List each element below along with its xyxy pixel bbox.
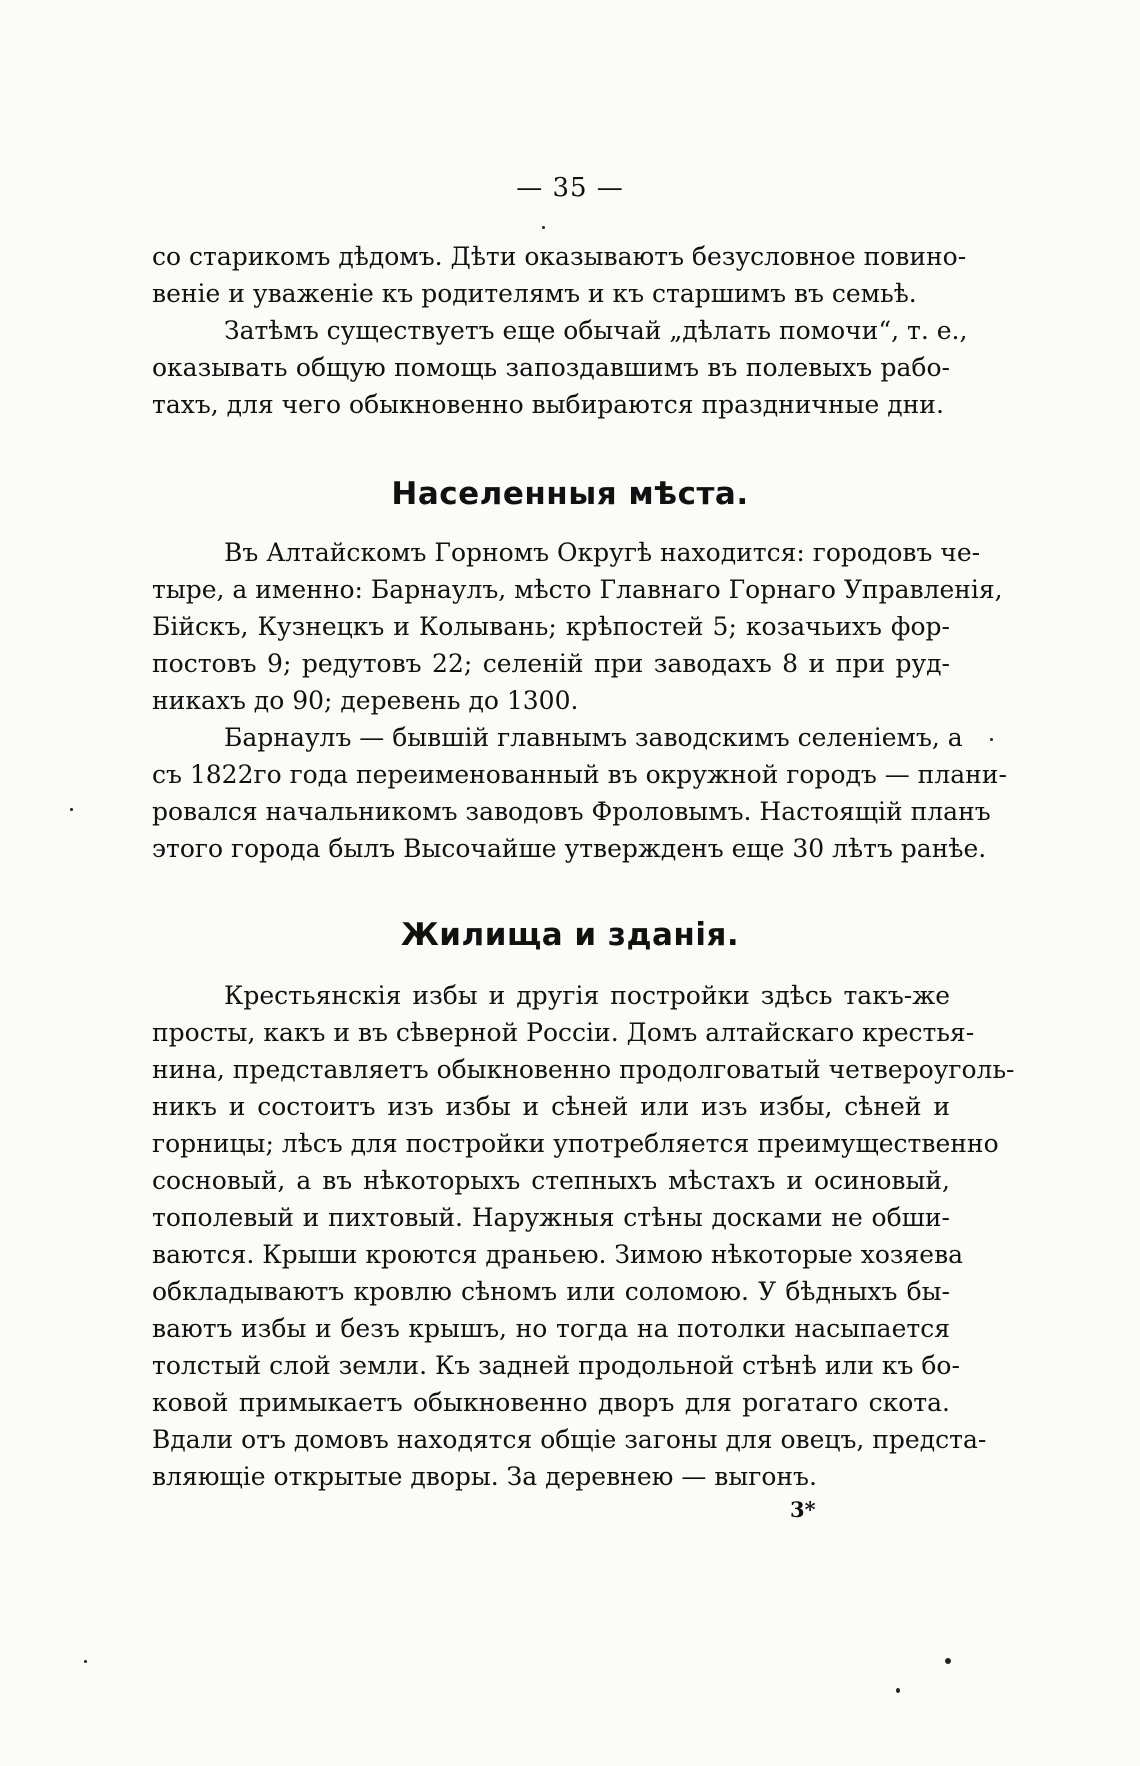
dwellings-paragraph [152,977,1015,1495]
scan-speck [70,808,73,811]
text-line: вляющіе открытые дворы. За деревнею — выгонъ. [152,1462,817,1491]
text-line: Барнаулъ — бывшій главнымъ заводскимъ селеніемъ, а [224,723,963,752]
text-line: постовъ 9; редутовъ 22; селеній при заводахъ 8 и при руд- [152,649,950,678]
scan-speck [896,1688,900,1693]
text-line: Въ Алтайскомъ Горномъ Округѣ находится: городовъ че- [224,538,981,567]
text-line: Крестьянскія избы и другія постройки здѣсь такъ-же [224,981,950,1010]
text-line: толстый слой земли. Къ задней продольной стѣнѣ или къ бо- [152,1351,960,1380]
text-line: тополевый и пихтовый. Наружныя стѣны досками не обши- [152,1203,950,1232]
scan-speck [945,1658,951,1664]
text-line: никъ и состоитъ изъ избы и сѣней или изъ избы, сѣней и [152,1092,950,1121]
text-line: съ 1822го года переименованный въ окружной городъ — плани- [152,760,1007,789]
text-line: нина, представляетъ обыкновенно продолговатый четвероуголь- [152,1055,1015,1084]
text-line: ровался начальникомъ заводовъ Фроловымъ. Настоящій планъ [152,797,991,826]
text-line: тахъ, для чего обыкновенно выбираются праздничные дни. [152,390,944,419]
text-line: сосновый, а въ нѣкоторыхъ степныхъ мѣстахъ и осиновый, [152,1166,950,1195]
text-line: этого города былъ Высочайше утвержденъ еще 30 лѣтъ ранѣе. [152,834,987,863]
text-line: ваютъ избы и безъ крышъ, но тогда на потолки насыпается [152,1314,950,1343]
text-line: просты, какъ и въ сѣверной Россіи. Домъ алтайскаго крестья- [152,1018,975,1047]
text-line: веніе и уваженіе къ родителямъ и къ старшимъ въ семьѣ. [152,279,917,308]
section-heading-dwellings: Жилища и зданія. [400,917,740,953]
section-heading-settlements: Населенныя мѣста. [391,476,749,512]
text-line: горницы; лѣсъ для постройки употребляется преимущественно [152,1129,999,1158]
scan-speck [84,1660,87,1663]
text-line: оказывать общую помощь запоздавшимъ въ полевыхъ рабо- [152,353,950,382]
text-line: тыре, а именно: Барнаулъ, мѣсто Главнаго Горнаго Управленія, [152,575,1003,604]
intro-paragraph [152,238,968,423]
page-number: — 35 — [516,173,624,203]
text-line: Бійскъ, Кузнецкъ и Колывань; крѣпостей 5; козачьихъ фор- [152,612,950,641]
text-line: Вдали отъ домовъ находятся общіе загоны для овецъ, предста- [152,1425,987,1454]
text-line: никахъ до 90; деревень до 1300. [152,686,579,715]
text-line: Затѣмъ существуетъ еще обычай „дѣлать помочи“, т. е., [224,316,968,345]
scan-speck [990,738,993,741]
text-line: ковой примыкаетъ обыкновенно дворъ для рогатаго скота. [152,1388,950,1417]
signature-mark: 3* [790,1497,816,1522]
settlements-paragraph [152,534,1007,867]
text-line: со старикомъ дѣдомъ. Дѣти оказываютъ безусловное повино- [152,242,967,271]
text-line: обкладываютъ кровлю сѣномъ или соломою. У бѣдныхъ бы- [152,1277,950,1306]
scan-speck [542,226,545,229]
text-line: ваются. Крыши кроются драньею. Зимою нѣкоторые хозяева [152,1240,964,1269]
